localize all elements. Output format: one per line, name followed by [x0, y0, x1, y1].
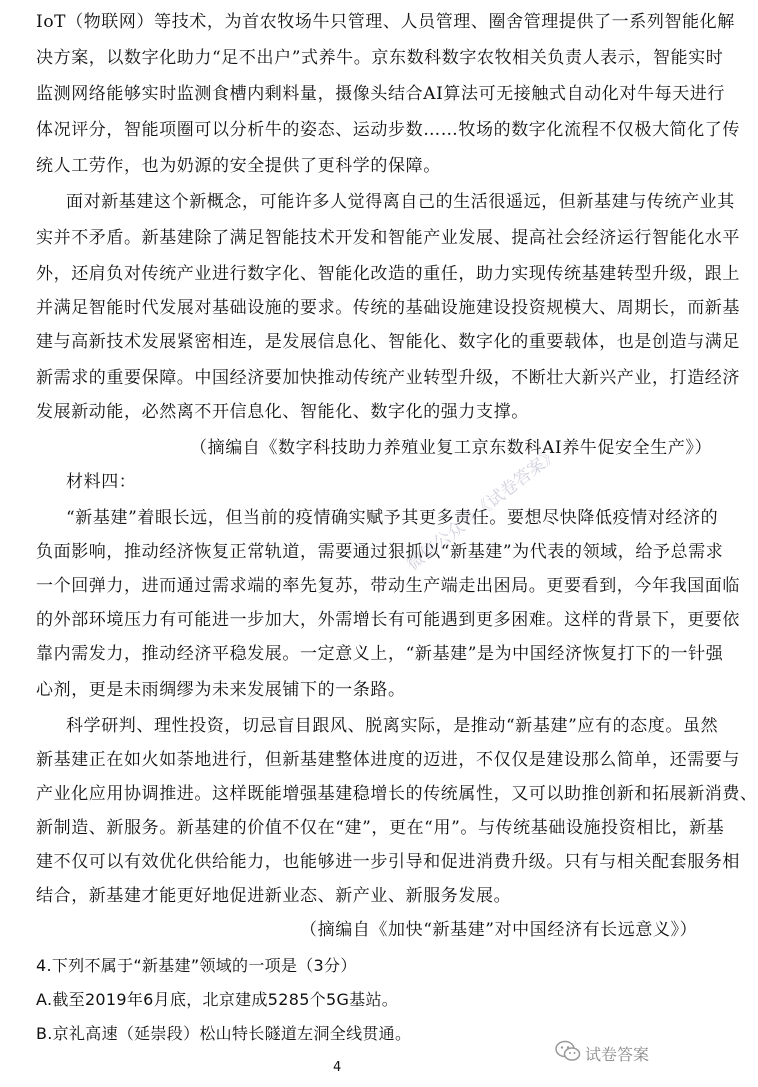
paragraph-2-line-2: 实并不矛盾。新基建除了满足智能技术开发和智能产业发展、提高社会经济运行智能化水平 — [36, 228, 740, 248]
paragraph-1-line-4: 体况评分，智能项圈可以分析牛的姿态、运动步数……牧场的数字化流程不仅极大简化了传 — [36, 120, 740, 140]
paragraph-4-line-1: 科学研判、理性投资，切忌盲目跟风、脱离实际，是推动“新基建”应有的态度。虽然 — [66, 716, 719, 736]
paragraph-4-line-2: 新基建正在如火如荼地进行，但新基建整体进度的迈进，不仅仅是建设那么简单，还需要与 — [36, 750, 740, 770]
paragraph-1-line-5: 统人工劳作，也为奶源的安全提供了更科学的保障。 — [36, 156, 441, 176]
wechat-icon — [555, 1040, 581, 1066]
source-citation-2: （摘编自《加快“新基建”对中国经济有长远意义》） — [300, 920, 698, 940]
paragraph-4-line-5: 建不仅可以有效优化供给能力，也能够进一步引导和促进消费升级。只有与相关配套服务相 — [36, 852, 740, 872]
paragraph-2-line-4: 并满足智能时代发展对基础设施的要求。传统的基础设施建设投资规模大、周期长，而新基 — [36, 298, 740, 318]
paragraph-1-line-2: 决方案，以数字化助力“足不出户”式养牛。京东数科数字农牧相关负责人表示，智能实时 — [36, 48, 724, 68]
paragraph-2-line-7: 发展新动能，必然离不开信息化、智能化、数字化的强力支撑。 — [36, 402, 529, 422]
logo-text: 试卷答案 — [585, 1044, 650, 1064]
paragraph-4-line-4: 新制造、新服务。新基建的价值不仅在“建”，更在“用”。与传统基础设施投资相比，新基 — [36, 818, 725, 838]
page-number: 4 — [333, 1060, 342, 1075]
paragraph-1-line-1: IoT（物联网）等技术，为首农牧场牛只管理、人员管理、圈舍管理提供了一系列智能化解 — [36, 12, 735, 32]
paragraph-3-line-1: “新基建”着眼长远，但当前的疫情确实赋予其更多责任。要想尽快降低疫情对经济的 — [66, 508, 719, 528]
paragraph-3-line-6: 心剂，更是未雨绸缪为未来发展铺下的一条路。 — [36, 680, 406, 700]
paragraph-2-line-3: 外，还肩负对传统产业进行数字化、智能化改造的重任，助力实现传统基建转型升级，跟上 — [36, 264, 740, 284]
paragraph-3-line-5: 靠内需发力，推动经济平稳发展。一定意义上，“新基建”是为中国经济恢复打下的一针强 — [36, 644, 724, 664]
question-4-option-a: A.截至2019年6月底，北京建成5285个5G基站。 — [36, 990, 399, 1009]
paragraph-2-line-5: 建与高新技术发展紧密相连，是发展信息化、智能化、数字化的重要载体，也是创造与满足 — [36, 332, 740, 352]
paragraph-4-line-6: 结合，新基建才能更好地促进新业态、新产业、新服务发展。 — [36, 886, 512, 906]
watermark: 微信公众号《试卷答案》 — [403, 443, 563, 575]
paragraph-1-line-3: 监测网络能够实时监测食槽内剩料量，摄像头结合AI算法可无接触式自动化对牛每天进行 — [36, 84, 725, 104]
question-4-option-b: B.京礼高速（延崇段）松山特长隧道左洞全线贯通。 — [36, 1024, 412, 1043]
wechat-logo — [555, 1040, 649, 1066]
paragraph-3-line-4: 的外部环境压力有可能进一步加大，外需增长有可能遇到更多困难。这样的背景下，更要依 — [36, 610, 740, 630]
question-4-stem: 4.下列不属于“新基建”领域的一项是（3分） — [36, 956, 357, 975]
paragraph-3-line-2: 负面影响，推动经济恢复正常轨道，需要通过狠抓以“新基建”为代表的领域，给予总需求 — [36, 542, 724, 562]
paragraph-2-line-1: 面对新基建这个新概念，可能许多人觉得离自己的生活很遥远，但新基建与传统产业其 — [66, 192, 735, 212]
paragraph-2-line-6: 新需求的重要保障。中国经济要加快推动传统产业转型升级，不断壮大新兴产业，打造经济 — [36, 368, 740, 388]
paragraph-4-line-3: 产业化应用协调推进。这样既能增强基建稳增长的传统属性，又可以助推创新和拓展新消费、 — [36, 784, 758, 804]
material-4-heading: 材料四： — [66, 472, 137, 492]
paragraph-3-line-3: 一个回弹力，进而通过需求端的率先复苏，带动生产端走出困局。更要看到，今年我国面临 — [36, 576, 740, 596]
source-citation-1: （摘编自《数字科技助力养殖业复工京东数科AI养牛促安全生产》） — [190, 438, 713, 458]
